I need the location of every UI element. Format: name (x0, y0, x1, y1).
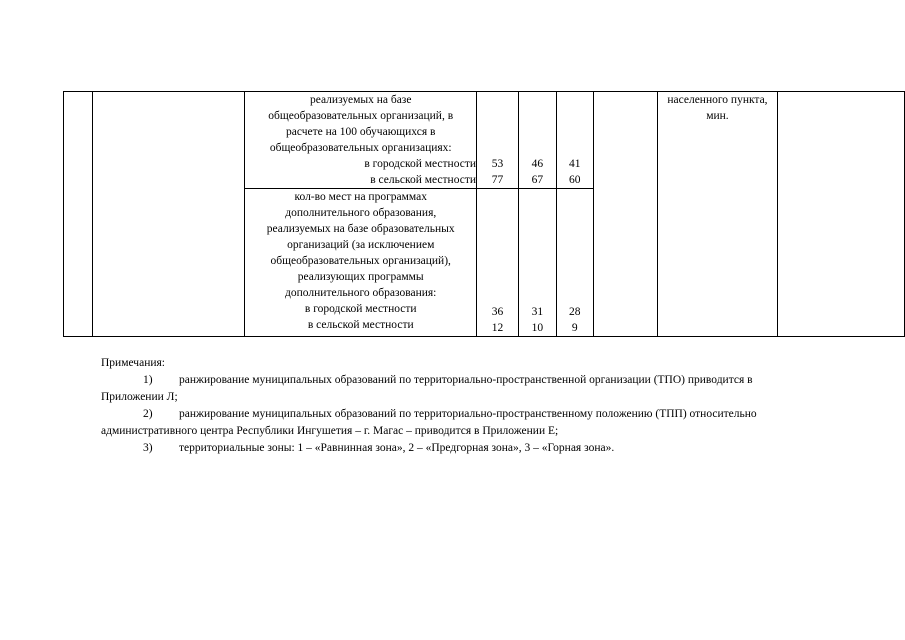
note-number: 1) (143, 374, 153, 386)
note-number: 2) (143, 408, 153, 420)
indicator-description: кол-во мест на программах дополнительного образования, реализуемых на базе образовательных организаций (за исключением общеобразовательных организаций), реализующих программы дополнительного образования: в городской местности в сельской местности (245, 189, 477, 337)
note-item (101, 406, 845, 440)
notes-section (101, 355, 845, 457)
table-row (64, 92, 905, 189)
indicator-description: реализуемых на базе общеобразовательных организаций, в расчете на 100 обучающихся в общеобразовательных организациях: в городской местности в сельской местности (245, 92, 477, 189)
note-text: ранжирование муниципальных образований по территориально-пространственному положению (ТПП) относительно (179, 408, 757, 420)
note-cell: населенного пункта, мин. (657, 92, 778, 337)
note-number: 3) (143, 442, 153, 454)
value-cell: 28 9 (556, 189, 593, 337)
empty-cell (64, 92, 93, 337)
note-item (101, 372, 845, 406)
note-text-continuation: административного центра Республики Ингушетия – г. Магас – приводится в Приложении Е; (101, 425, 559, 437)
empty-cell (92, 92, 245, 337)
value-cell: 36 12 (477, 189, 519, 337)
empty-cell (593, 92, 657, 337)
notes-title: Примечания: (101, 357, 165, 369)
value-cell: 41 60 (556, 92, 593, 189)
value-cell: 53 77 (477, 92, 519, 189)
note-item (101, 440, 845, 457)
note-text-continuation: Приложении Л; (101, 391, 178, 403)
value-cell: 46 67 (518, 92, 556, 189)
note-text: ранжирование муниципальных образований по территориально-пространственной организации (ТПО) приводится в (179, 374, 753, 386)
value-cell: 31 10 (518, 189, 556, 337)
note-text: территориальные зоны: 1 – «Равнинная зона», 2 – «Предгорная зона», 3 – «Горная зона». (179, 442, 615, 454)
empty-cell (778, 92, 905, 337)
data-table (63, 91, 905, 337)
